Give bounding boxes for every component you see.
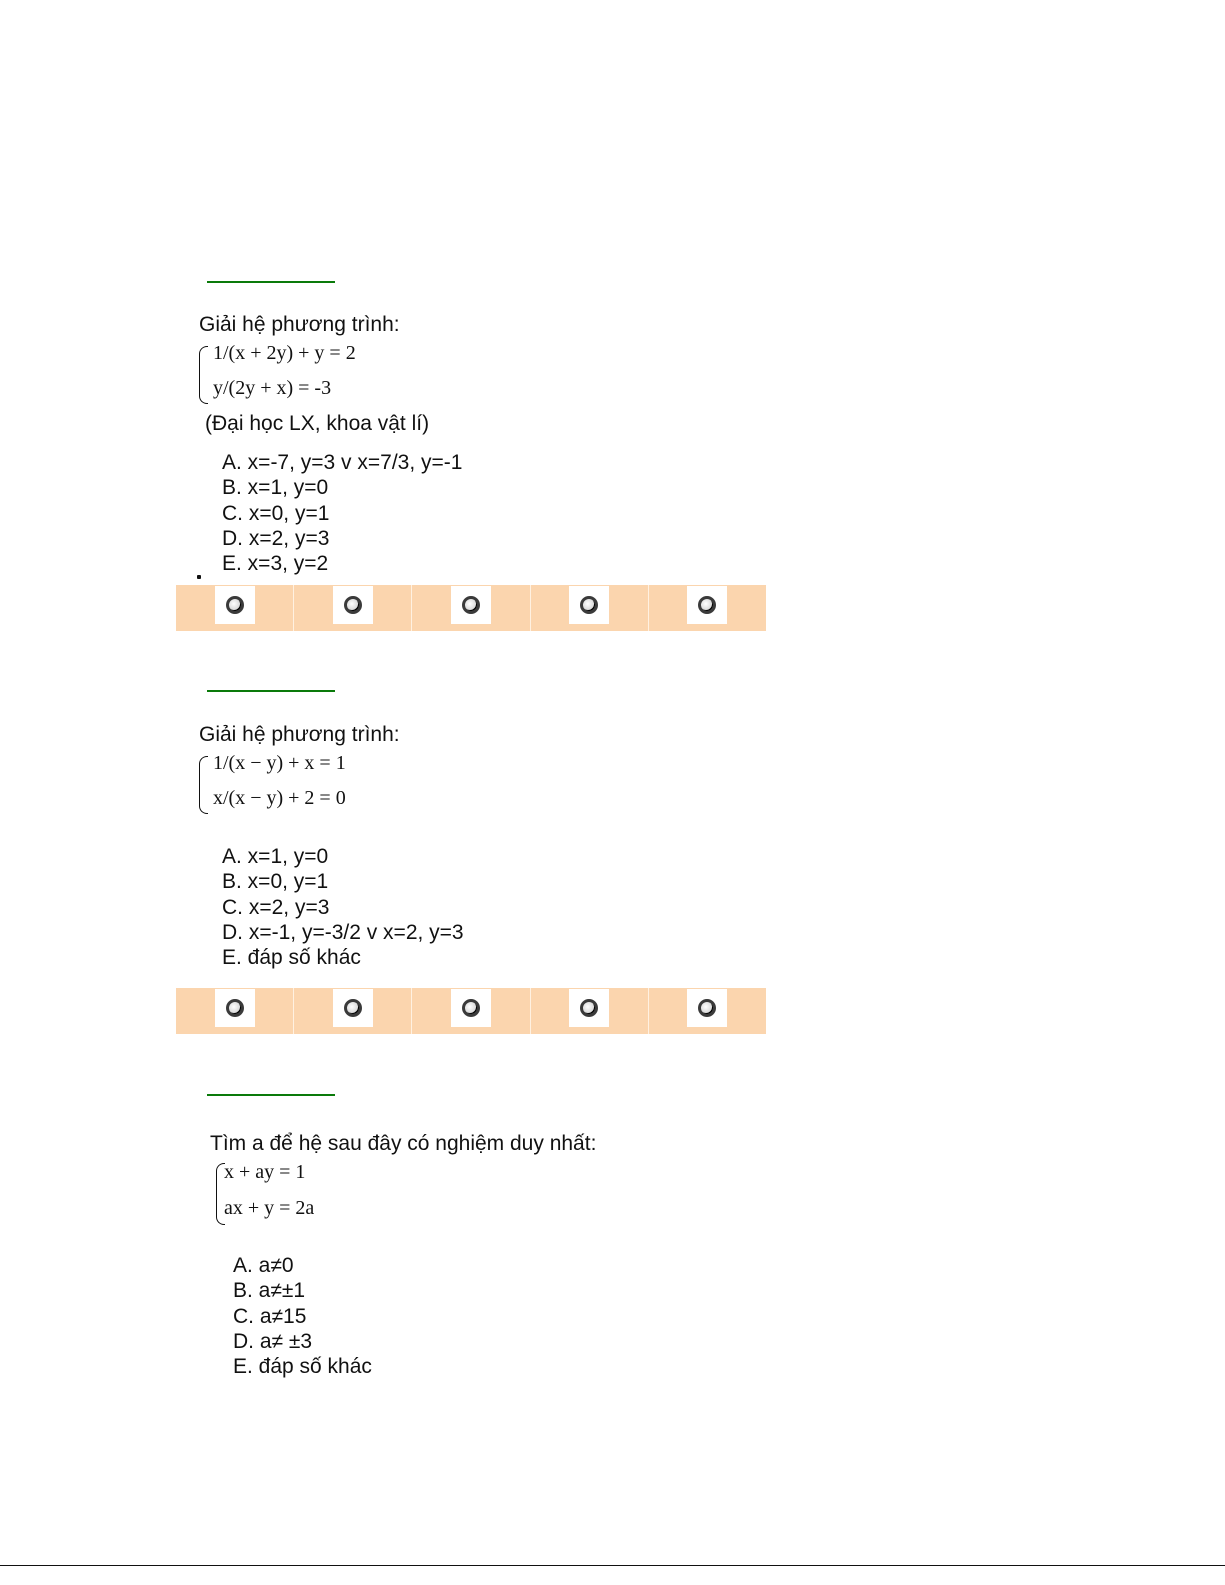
radio-button-icon <box>462 999 480 1017</box>
question-3-equation-2: ax + y = 2a <box>224 1197 315 1219</box>
bullet-dot <box>197 575 201 579</box>
question-2-divider <box>207 690 335 692</box>
question-3-prompt: Tìm a để hệ sau đây có nghiệm duy nhất: <box>210 1132 597 1155</box>
option-c: C. a≠15 <box>233 1304 307 1328</box>
option-e: E. đáp số khác <box>222 946 361 970</box>
option-c: C. x=2, y=3 <box>222 895 330 919</box>
radio-button-icon <box>580 596 598 614</box>
radio-button-icon <box>226 596 244 614</box>
radio-button-icon <box>462 596 480 614</box>
option-b: B. x=1, y=0 <box>222 476 329 500</box>
question-2-equation-2: x/(x − y) + 2 = 0 <box>213 787 346 809</box>
option-d: D. a≠ ±3 <box>233 1329 313 1353</box>
question-2-answer-bar <box>176 988 766 1034</box>
question-3-system <box>210 1159 596 1231</box>
question-1-equation-1: 1/(x + 2y) + y = 2 <box>213 342 356 364</box>
option-b: B. a≠±1 <box>233 1279 306 1303</box>
brace-icon <box>199 346 208 404</box>
question-1-options <box>222 450 462 576</box>
answer-e-radio[interactable] <box>687 989 727 1027</box>
radio-button-icon <box>698 999 716 1017</box>
question-1-divider <box>207 281 335 283</box>
answer-b-radio[interactable] <box>333 989 373 1027</box>
question-2 <box>199 722 400 822</box>
answer-c-radio[interactable] <box>451 586 491 624</box>
option-c: C. x=0, y=1 <box>222 501 330 525</box>
question-1-prompt: Giải hệ phương trình: <box>199 313 400 336</box>
question-2-options <box>222 844 464 970</box>
answer-d-radio[interactable] <box>569 586 609 624</box>
question-3-equation-1: x + ay = 1 <box>224 1161 306 1183</box>
brace-icon <box>199 756 208 814</box>
page-footer-line <box>0 1565 1225 1566</box>
radio-button-icon <box>580 999 598 1017</box>
question-1-system <box>199 340 429 412</box>
radio-button-icon <box>698 596 716 614</box>
radio-button-icon <box>344 999 362 1017</box>
question-2-equation-1: 1/(x − y) + x = 1 <box>213 752 346 774</box>
option-e: E. đáp số khác <box>233 1355 372 1379</box>
question-3-divider <box>207 1094 335 1096</box>
option-a: A. x=-7, y=3 v x=7/3, y=-1 <box>222 451 463 474</box>
option-e: E. x=3, y=2 <box>222 552 329 576</box>
question-1-source: (Đại học LX, khoa vật lí) <box>205 412 430 435</box>
question-2-prompt: Giải hệ phương trình: <box>199 723 400 746</box>
answer-c-radio[interactable] <box>451 989 491 1027</box>
option-d: D. x=-1, y=-3/2 v x=2, y=3 <box>222 920 464 944</box>
question-3-options <box>233 1253 372 1379</box>
answer-d-radio[interactable] <box>569 989 609 1027</box>
answer-a-radio[interactable] <box>215 989 255 1027</box>
radio-button-icon <box>226 999 244 1017</box>
option-a: A. a≠0 <box>233 1254 294 1277</box>
answer-a-radio[interactable] <box>215 586 255 624</box>
question-3 <box>210 1131 596 1231</box>
question-1-equation-2: y/(2y + x) = -3 <box>213 377 332 399</box>
question-1-answer-bar <box>176 585 766 631</box>
option-d: D. x=2, y=3 <box>222 526 330 550</box>
question-2-system <box>199 750 400 822</box>
answer-b-radio[interactable] <box>333 586 373 624</box>
radio-button-icon <box>344 596 362 614</box>
answer-e-radio[interactable] <box>687 586 727 624</box>
question-1 <box>199 312 429 436</box>
option-a: A. x=1, y=0 <box>222 845 329 868</box>
option-b: B. x=0, y=1 <box>222 870 329 894</box>
